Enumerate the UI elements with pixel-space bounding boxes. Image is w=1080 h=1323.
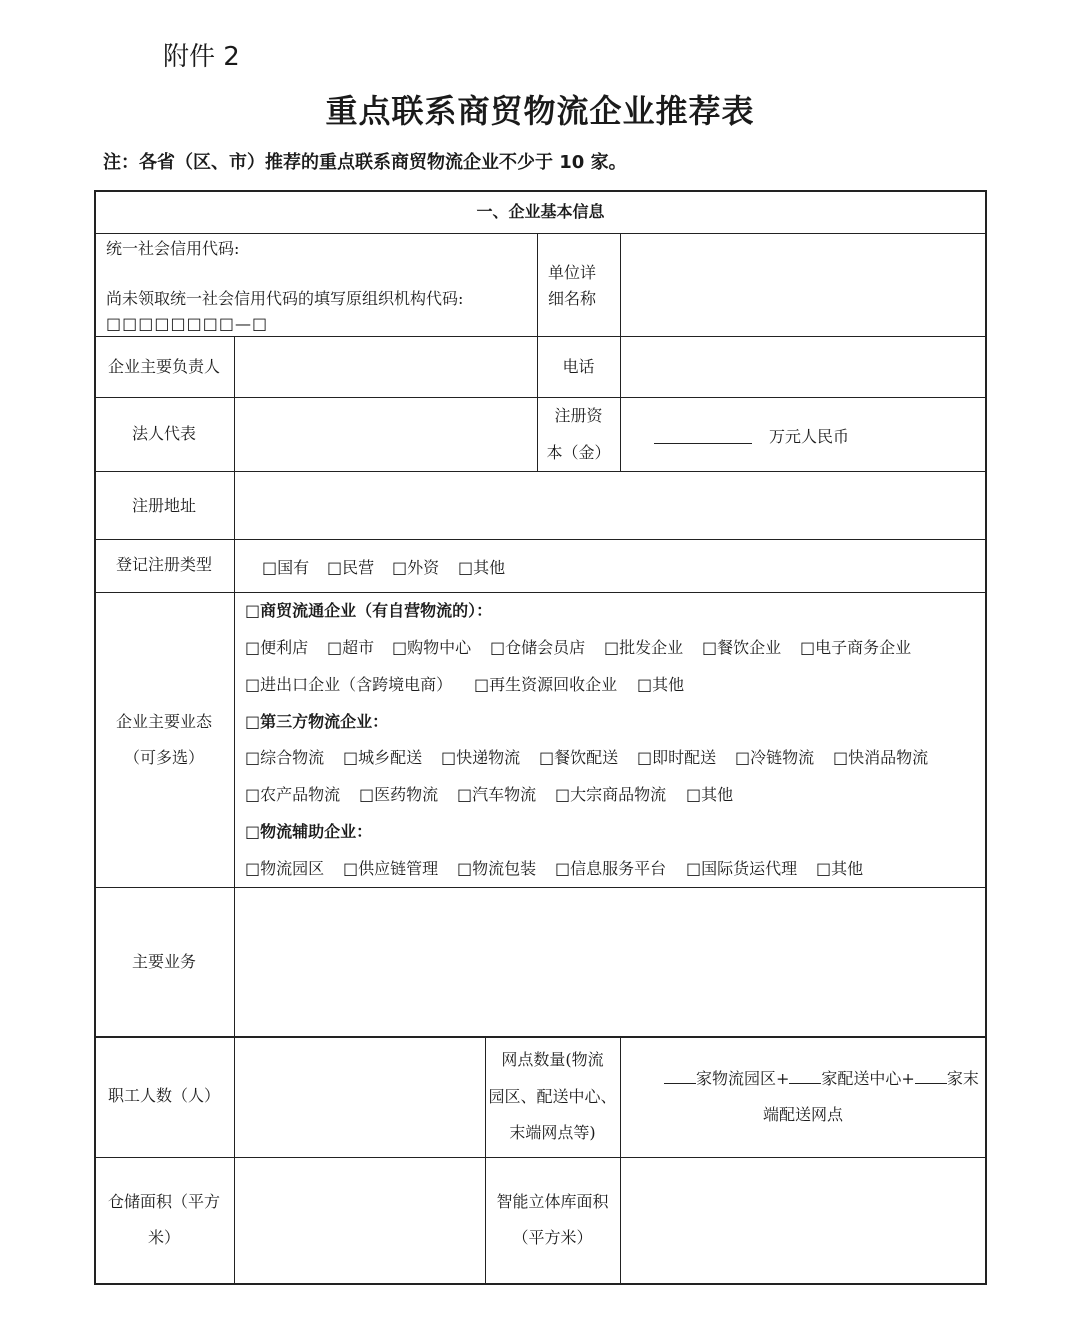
- company-name-label-line2: 细名称: [548, 289, 597, 308]
- note-text: 注：各省（区、市）推荐的重点联系商贸物流企业不少于 10 家。: [103, 152, 627, 173]
- option-info-platform[interactable]: □信息服务平台: [555, 859, 667, 878]
- option-logistics-park[interactable]: □物流园区: [245, 859, 325, 878]
- credit-code-label: 统一社会信用代码:: [106, 239, 240, 258]
- option-auto-logistics[interactable]: □汽车物流: [457, 785, 537, 804]
- option-recycling[interactable]: □再生资源回收企业: [474, 675, 618, 694]
- outlets-label-line2: 园区、配送中心、: [488, 1087, 617, 1106]
- option-wholesale[interactable]: □批发企业: [604, 638, 684, 657]
- reg-type-option-private[interactable]: □民营: [327, 558, 375, 577]
- option-bulk-logistics[interactable]: □大宗商品物流: [555, 785, 667, 804]
- phone-field[interactable]: [621, 337, 986, 397]
- option-supply-chain[interactable]: □供应链管理: [343, 859, 439, 878]
- option-catering[interactable]: □餐饮企业: [702, 638, 782, 657]
- capital-field[interactable]: [654, 428, 752, 444]
- option-convenience-store[interactable]: □便利店: [245, 638, 309, 657]
- smart-storage-label-line1: 智能立体库面积: [496, 1192, 609, 1211]
- smart-storage-label-line2: （平方米）: [512, 1228, 593, 1247]
- outlets-value-part2: 家配送中心+: [821, 1069, 915, 1088]
- outlets-value-line2: 端配送网点: [763, 1105, 844, 1124]
- main-business-label: 主要业务: [131, 952, 196, 971]
- reg-type-option-state[interactable]: □国有: [262, 558, 310, 577]
- group-3pl-title[interactable]: □第三方物流企业：: [245, 712, 389, 731]
- option-packaging[interactable]: □物流包装: [457, 859, 537, 878]
- org-code-label: 尚未领取统一社会信用代码的填写原组织机构代码:: [106, 289, 464, 308]
- reg-type-option-foreign[interactable]: □外资: [392, 558, 440, 577]
- capital-unit: 万元人民币: [769, 427, 850, 446]
- reg-type-option-other[interactable]: □其他: [458, 558, 506, 577]
- main-business-field[interactable]: [235, 888, 986, 1036]
- group-auxiliary-title[interactable]: □物流辅助企业：: [245, 822, 373, 841]
- option-warehouse-club[interactable]: □仓储会员店: [490, 638, 586, 657]
- outlets-value-part3: 家末: [946, 1069, 979, 1088]
- option-urban-rural-delivery[interactable]: □城乡配送: [343, 748, 423, 767]
- capital-label-line2: 本（金）: [546, 443, 611, 462]
- org-code-boxes[interactable]: □□□□□□□□—□: [106, 314, 269, 333]
- option-integrated-logistics[interactable]: □综合物流: [245, 748, 325, 767]
- business-form-label-line1: 企业主要业态: [115, 712, 212, 731]
- outlets-value-part1: 家物流园区+: [696, 1069, 790, 1088]
- address-field[interactable]: [235, 472, 986, 539]
- storage-label-line2: 米）: [147, 1228, 180, 1247]
- outlets-value-line1[interactable]: [664, 1068, 979, 1090]
- capital-label-line1: 注册资: [554, 406, 603, 425]
- option-aux-other[interactable]: □其他: [816, 859, 864, 878]
- address-label: 注册地址: [131, 496, 196, 515]
- park-count-blank[interactable]: [664, 1068, 696, 1084]
- legal-rep-field[interactable]: [235, 398, 537, 471]
- option-pharma-logistics[interactable]: □医药物流: [359, 785, 439, 804]
- option-express[interactable]: □快递物流: [441, 748, 521, 767]
- section-header: 一、企业基本信息: [476, 202, 605, 221]
- option-cold-chain[interactable]: □冷链物流: [735, 748, 815, 767]
- principal-label: 企业主要负责人: [107, 357, 220, 376]
- terminal-count-blank[interactable]: [915, 1068, 947, 1084]
- phone-label: 电话: [562, 357, 595, 376]
- reg-type-label: 登记注册类型: [115, 555, 212, 574]
- outlets-label-line1: 网点数量(物流: [501, 1050, 604, 1069]
- company-name-label-line1: 单位详: [548, 263, 597, 282]
- legal-rep-label: 法人代表: [131, 424, 196, 443]
- staff-field[interactable]: [235, 1038, 485, 1157]
- page-title: 重点联系商贸物流企业推荐表: [325, 92, 755, 130]
- outlets-label-line3: 末端网点等): [509, 1123, 596, 1142]
- business-form-label-line2: （可多选）: [123, 748, 204, 767]
- storage-field[interactable]: [235, 1158, 485, 1284]
- group-trade-title[interactable]: □商贸流通企业（有自营物流的）：: [245, 601, 493, 620]
- option-import-export[interactable]: □进出口企业（含跨境电商）: [245, 675, 453, 694]
- option-freight-forwarding[interactable]: □国际货运代理: [686, 859, 798, 878]
- smart-storage-field[interactable]: [621, 1158, 986, 1284]
- company-name-field[interactable]: [621, 234, 986, 336]
- option-3pl-other[interactable]: □其他: [686, 785, 734, 804]
- storage-label-line1: 仓储面积（平方: [107, 1192, 220, 1211]
- option-food-delivery[interactable]: □餐饮配送: [539, 748, 619, 767]
- option-fmcg-logistics[interactable]: □快消品物流: [833, 748, 929, 767]
- option-shopping-center[interactable]: □购物中心: [392, 638, 472, 657]
- center-count-blank[interactable]: [789, 1068, 821, 1084]
- attachment-label: 附件 2: [163, 42, 240, 72]
- staff-label: 职工人数（人）: [107, 1086, 220, 1105]
- option-agri-logistics[interactable]: □农产品物流: [245, 785, 341, 804]
- principal-field[interactable]: [235, 337, 537, 397]
- option-supermarket[interactable]: □超市: [327, 638, 375, 657]
- option-instant-delivery[interactable]: □即时配送: [637, 748, 717, 767]
- option-trade-other[interactable]: □其他: [637, 675, 685, 694]
- option-ecommerce[interactable]: □电子商务企业: [800, 638, 912, 657]
